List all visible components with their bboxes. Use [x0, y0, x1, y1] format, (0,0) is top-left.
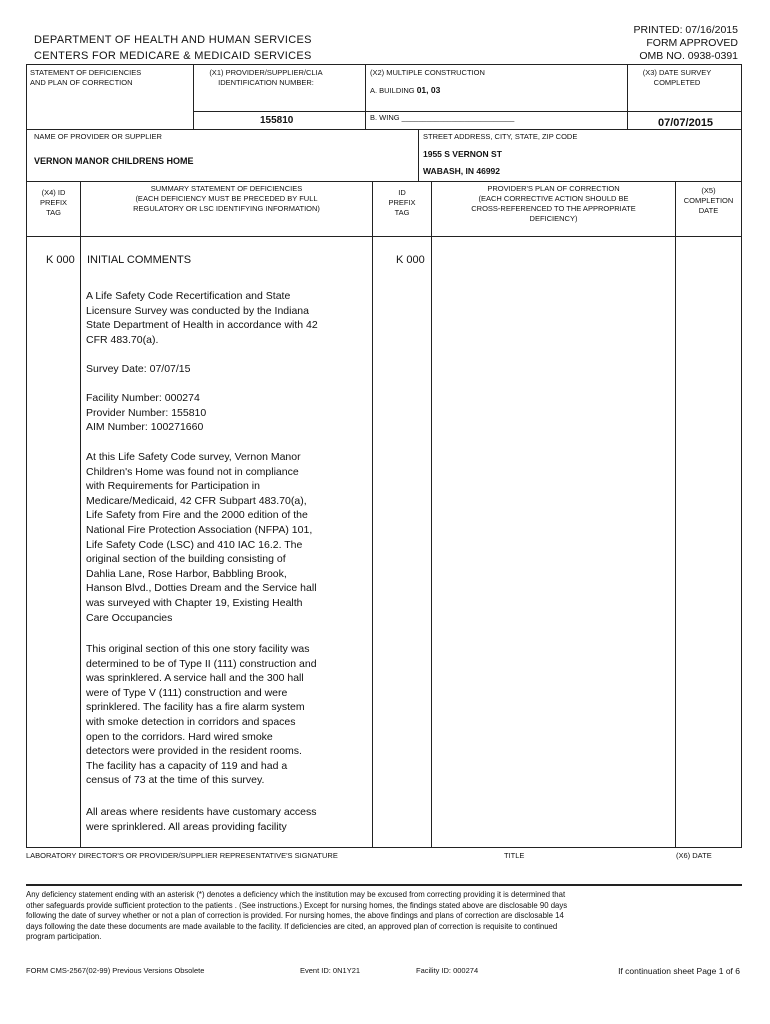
address-line-1: 1955 S VERNON ST	[423, 149, 502, 159]
title-label: TITLE	[504, 851, 525, 860]
omb-number: OMB NO. 0938-0391	[639, 50, 738, 62]
department-line-2: CENTERS FOR MEDICARE & MEDICAID SERVICES	[34, 50, 312, 62]
facility-id: Facility ID: 000274	[416, 966, 479, 975]
signature-label: LABORATORY DIRECTOR'S OR PROVIDER/SUPPLIER REPRESENTATIVE'S SIGNATURE	[26, 851, 338, 860]
provider-id-label: (X1) PROVIDER/SUPPLIER/CLIA IDENTIFICATION NUMBER:	[209, 68, 323, 87]
statement-label: STATEMENT OF DEFICIENCIES AND PLAN OF CORRECTION	[30, 68, 142, 87]
printed-date: PRINTED: 07/16/2015	[633, 24, 738, 36]
paragraph-3: Facility Number: 000274 Provider Number: 155810 AIM Number: 100271660	[86, 392, 207, 434]
column-plan-header: PROVIDER'S PLAN OF CORRECTION (EACH CORRECTIVE ACTION SHOULD BE CROSS-REFERENCED TO THE APPROPRIATE DEFICIENCY)	[471, 184, 636, 223]
wing-field: B. WING ___________________________	[370, 113, 515, 122]
continuation-sheet: If continuation sheet Page 1 of 6	[618, 966, 740, 976]
provider-name-value: VERNON MANOR CHILDRENS HOME	[34, 156, 194, 166]
building-field	[370, 85, 440, 96]
provider-name-label: NAME OF PROVIDER OR SUPPLIER	[34, 132, 162, 141]
date-survey-completed-label: (X3) DATE SURVEY COMPLETED	[642, 68, 712, 87]
paragraph-5: This original section of this one story facility was determined to be of Type II (111) construction and was sprinklered. A service hall and the 300 hall were of Type V (111) construction and were sprinklered. The facility has a fire alarm system with smoke detection in corridors and spaces open to the corridors. Hard wired smoke detectors were provided in the resident rooms. The facility has a capacity of 119 and had a census of 73 at the time of this survey.	[86, 643, 317, 787]
tag-right: K 000	[396, 254, 425, 266]
date-survey-completed-value: 07/07/2015	[658, 117, 714, 129]
form-number: FORM CMS-2567(02-99) Previous Versions Obsolete	[26, 966, 205, 975]
event-id: Event ID: 0N1Y21	[300, 966, 361, 975]
column-x4-header: (X4) ID PREFIX TAG	[39, 188, 68, 217]
paragraph-2: Survey Date: 07/07/15	[86, 363, 191, 375]
department-line-1: DEPARTMENT OF HEALTH AND HUMAN SERVICES	[34, 34, 312, 46]
tag-left: K 000	[46, 254, 75, 266]
signature-date-label: (X6) DATE	[676, 851, 712, 860]
paragraph-1: A Life Safety Code Recertification and State Licensure Survey was conducted by the Indiana State Department of Health in accordance with 42 CFR 483.70(a).	[86, 290, 318, 346]
column-x5-header: (X5) COMPLETION DATE	[683, 186, 734, 215]
building-label: A. BUILDING	[370, 86, 415, 95]
provider-id-value: 155810	[260, 115, 294, 126]
paragraph-4: At this Life Safety Code survey, Vernon Manor Children's Home was found not in compliance with Requirements for Participation in Medicare/Medicaid, 42 CFR Subpart 483.70(a), Life Safety from Fire and the 2000 edition of the National Fire Protection Association (NFPA) 101, Life Safety Code (LSC) and 410 IAC 16.2. The original section of the building consisting of Dahlia Lane, Rose Harbor, Babbling Brook, Hanson Blvd., Dotties Dream and the Service hall was surveyed with Chapter 19, Existing Health Care Occupancies	[86, 451, 317, 624]
address-line-2: WABASH, IN 46992	[423, 166, 500, 176]
column-summary-header: SUMMARY STATEMENT OF DEFICIENCIES (EACH DEFICIENCY MUST BE PRECEDED BY FULL REGULATORY OR LSC IDENTIFYING INFORMATION)	[133, 184, 320, 213]
address-label: STREET ADDRESS, CITY, STATE, ZIP CODE	[423, 132, 578, 141]
form-approved: FORM APPROVED	[646, 37, 738, 49]
column-id-prefix-header: ID PREFIX TAG	[388, 188, 416, 217]
paragraph-6: All areas where residents have customary access were sprinklered. All areas providing facility	[86, 806, 317, 833]
entry-title: INITIAL COMMENTS	[87, 254, 192, 266]
multiple-construction-label: (X2) MULTIPLE CONSTRUCTION	[370, 68, 485, 77]
footnote: Any deficiency statement ending with an asterisk (*) denotes a deficiency which the institution may be excused from correcting providing it is determined that other safeguards provide sufficient protection to the patients . (See instructions.) Except for nursing homes, the findings stated above are disclosable 90 days following the date of survey whether or not a plan of correction is provided. For nursing homes, the above findings and plans of correction are disclosable 14 days following the date these documents are made available to the facility. If deficiencies are cited, an approved plan of correction is requisite to continued program participation.	[26, 890, 568, 942]
building-value: 01, 03	[416, 85, 441, 95]
